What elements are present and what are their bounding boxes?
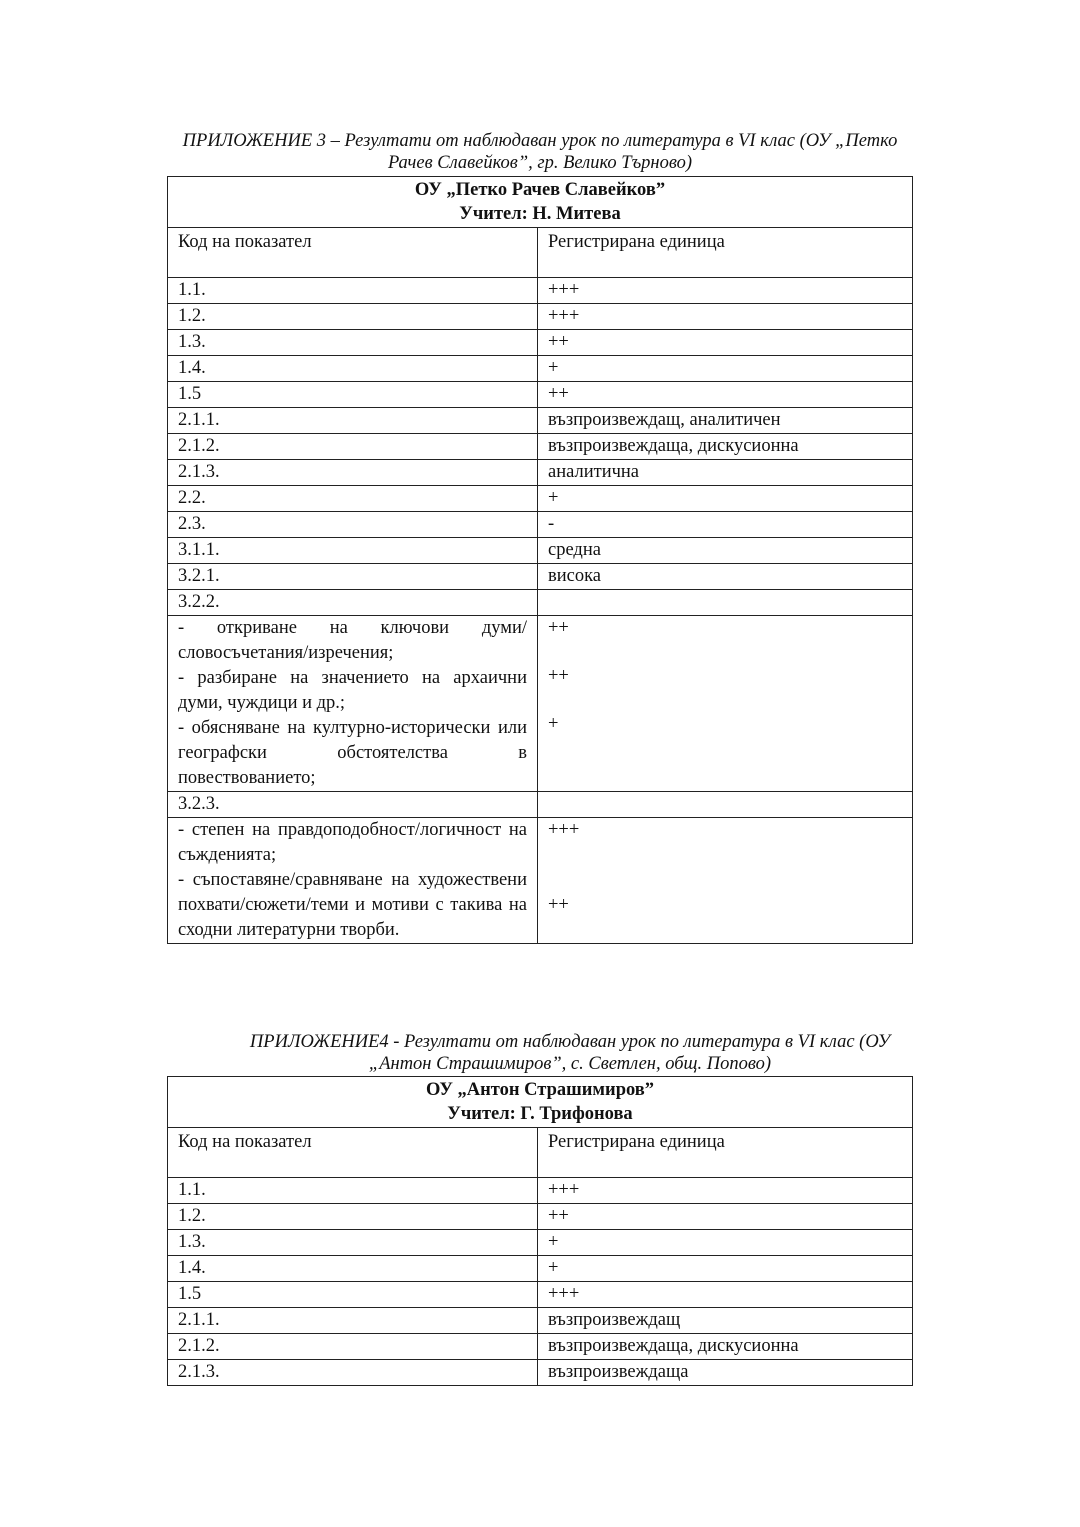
table-row (168, 382, 913, 408)
appendix-3-caption-line2: Рачев Славейков”, гр. Велико Търново) (387, 153, 693, 173)
table-row (168, 538, 913, 564)
appendix-3-table (167, 176, 913, 944)
table-header-row (168, 1077, 913, 1128)
code-cell: 2.1.1. (168, 1308, 538, 1334)
value-cell: +++ (538, 304, 913, 330)
table-row (168, 278, 913, 304)
value-cell: аналитична (538, 460, 913, 486)
code-cell: 2.1.3. (168, 1360, 538, 1386)
table-row (168, 1230, 913, 1256)
value-cell: ++ (538, 330, 913, 356)
appendix-4-table (167, 1076, 913, 1386)
column-header-unit: Регистрирана единица (538, 228, 913, 278)
table-row (168, 356, 913, 382)
code-cell: 2.1.1. (168, 408, 538, 434)
code-cell: 2.3. (168, 512, 538, 538)
value-cell: +++ (538, 278, 913, 304)
value-cell: - (538, 512, 913, 538)
table-row (168, 486, 913, 512)
appendix-4-caption-line1: ПРИЛОЖЕНИЕ4 - Резултати от наблюдаван урок по литература в VI клас (ОУ (249, 1032, 891, 1052)
code-cell: 3.2.2. (168, 590, 538, 616)
value-cell: възпроизвеждащ (538, 1308, 913, 1334)
table-row (168, 590, 913, 616)
table-row (168, 1334, 913, 1360)
appendix-4-caption-line2: „Антон Страшимиров”, с. Светлен, общ. Попово) (368, 1054, 772, 1074)
value-cell: висока (538, 564, 913, 590)
table-row (168, 408, 913, 434)
teacher-name: Учител: Н. Митева (459, 204, 621, 224)
criterion-value: ++ (548, 895, 569, 915)
criterion-item: - разбиране на значението на архаични думи, чуждици и др.; (178, 668, 527, 713)
table-row (168, 1256, 913, 1282)
code-cell: 3.2.1. (168, 564, 538, 590)
value-cell (538, 590, 913, 616)
code-cell: 3.1.1. (168, 538, 538, 564)
table-row-322-details (168, 616, 913, 792)
value-cell: +++ (538, 1282, 913, 1308)
value-cell: възпроизвеждаща, дискусионна (538, 1334, 913, 1360)
criteria-values-cell (538, 616, 913, 792)
value-cell: + (538, 1256, 913, 1282)
criteria-cell (168, 616, 538, 792)
value-cell: средна (538, 538, 913, 564)
column-header-code: Код на показател (168, 1128, 538, 1178)
table-row (168, 512, 913, 538)
value-cell: възпроизвеждащ, аналитичен (538, 408, 913, 434)
code-cell: 1.4. (168, 1256, 538, 1282)
code-cell: 3.2.3. (168, 792, 538, 818)
table-row (168, 304, 913, 330)
column-header-row (168, 1128, 913, 1178)
table-title-cell (168, 177, 913, 228)
table-row (168, 1360, 913, 1386)
table-header-row (168, 177, 913, 228)
school-name: ОУ „Антон Страшимиров” (425, 1080, 655, 1100)
value-cell: +++ (538, 1178, 913, 1204)
code-cell: 1.5 (168, 1282, 538, 1308)
table-row (168, 792, 913, 818)
criterion-item: - степен на правдоподобност/логичност на съжденията; (178, 820, 527, 865)
criterion-item: - съпоставяне/сравняване на художествени похвати/сюжети/теми и мотиви с такива на сходни литературни творби. (178, 870, 527, 940)
appendix-3-caption (140, 130, 940, 174)
table-title-cell (168, 1077, 913, 1128)
code-cell: 1.2. (168, 304, 538, 330)
table-row (168, 460, 913, 486)
criteria-values-cell (538, 818, 913, 944)
appendix-4-rows (168, 1178, 913, 1386)
code-cell: 2.1.3. (168, 460, 538, 486)
table-row-323-details (168, 818, 913, 944)
appendix-3-rows (168, 278, 913, 616)
table-row (168, 1204, 913, 1230)
table-row (168, 564, 913, 590)
code-cell: 2.1.2. (168, 1334, 538, 1360)
appendix-3-caption-line1: ПРИЛОЖЕНИЕ 3 – Резултати от наблюдаван урок по литература в VI клас (ОУ „Петко (182, 131, 898, 151)
code-cell: 2.2. (168, 486, 538, 512)
value-cell (538, 792, 913, 818)
criterion-value: ++ (548, 618, 569, 638)
code-cell: 1.5 (168, 382, 538, 408)
column-header-code: Код на показател (168, 228, 538, 278)
table-row (168, 1178, 913, 1204)
value-cell: възпроизвеждаща (538, 1360, 913, 1386)
code-cell: 1.3. (168, 1230, 538, 1256)
table-row (168, 330, 913, 356)
value-cell: + (538, 356, 913, 382)
code-cell: 1.1. (168, 1178, 538, 1204)
value-cell: + (538, 1230, 913, 1256)
value-cell: + (538, 486, 913, 512)
code-cell: 1.3. (168, 330, 538, 356)
criteria-cell (168, 818, 538, 944)
appendix-4-caption (210, 1031, 930, 1075)
column-header-unit: Регистрирана единица (538, 1128, 913, 1178)
table-row (168, 1282, 913, 1308)
value-cell: ++ (538, 1204, 913, 1230)
criterion-item: - откриване на ключови думи/словосъчетания/изречения; (178, 618, 527, 663)
value-cell: възпроизвеждаща, дискусионна (538, 434, 913, 460)
code-cell: 1.4. (168, 356, 538, 382)
teacher-name: Учител: Г. Трифонова (447, 1104, 633, 1124)
criterion-value: ++ (548, 666, 569, 686)
code-cell: 1.2. (168, 1204, 538, 1230)
code-cell: 2.1.2. (168, 434, 538, 460)
table-row (168, 1308, 913, 1334)
code-cell: 1.1. (168, 278, 538, 304)
criterion-item: - обясняване на културно-исторически или географски обстоятелства в повествованието; (178, 718, 527, 788)
column-header-row (168, 228, 913, 278)
table-row (168, 434, 913, 460)
school-name: ОУ „Петко Рачев Славейков” (414, 180, 666, 200)
criterion-value: +++ (548, 820, 580, 840)
criterion-value: + (548, 714, 559, 734)
value-cell: ++ (538, 382, 913, 408)
